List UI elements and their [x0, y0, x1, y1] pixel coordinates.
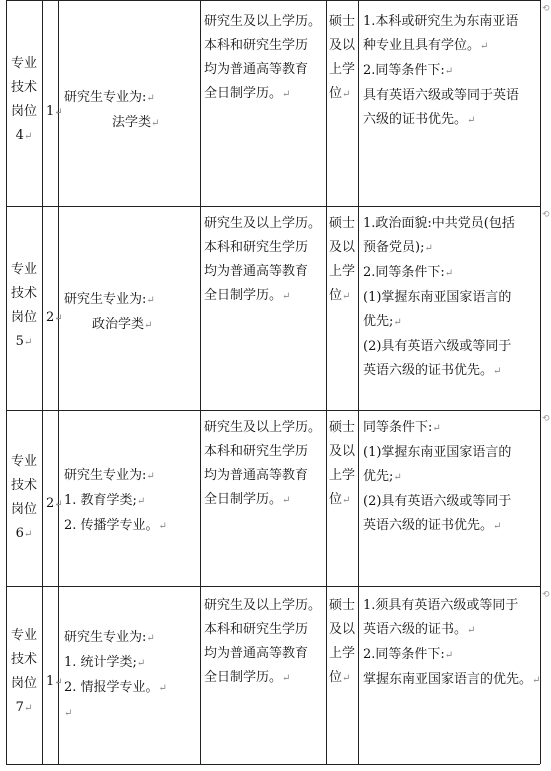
- post-count: 1↵: [46, 674, 63, 689]
- table-row: [6, 410, 540, 586]
- education-requirement: 研究生及以上学历。 本科和研究生学历 均为普通高等教育 全日制学历。↵: [204, 598, 322, 685]
- major-requirement: 研究生专业为:↵ 政治学类↵: [64, 292, 155, 332]
- post-name: 专业 技术 岗位 6↵: [10, 454, 37, 541]
- post-name: 专业 技术 岗位 5↵: [10, 262, 37, 349]
- table-row: [6, 206, 540, 410]
- table-border-bottom: [6, 764, 540, 765]
- other-conditions: 1.政治面貌:中共党员(包括 预备党员);↵ 2.同等条件下:↵ (1)掌握东南亚国家语言的 优先;↵ (2)具有英语六级或等同于 英语六级的证书优先。↵: [363, 216, 515, 378]
- other-conditions: 1.本科或研究生为东南亚语 种专业且具有学位。↵ 2.同等条件下:↵ 具有英语六级或等同于英语 六级的证书优先。↵: [363, 14, 520, 127]
- education-requirement: 研究生及以上学历。 本科和研究生学历 均为普通高等教育 全日制学历。↵: [204, 14, 322, 101]
- other-conditions: 同等条件下:↵ (1)掌握东南亚国家语言的 优先;↵ (2)具有英语六级或等同于 英语六级的证书优先。↵: [363, 420, 512, 533]
- education-requirement: 研究生及以上学历。 本科和研究生学历 均为普通高等教育 全日制学历。↵: [204, 420, 322, 507]
- post-count: 2↵: [46, 496, 63, 511]
- end-of-row-mark: ⟲: [542, 210, 550, 220]
- degree-requirement: 硕士 及以 上学 位↵: [329, 420, 356, 507]
- major-requirement: 研究生专业为:↵ 法学类↵: [64, 90, 160, 130]
- education-requirement: 研究生及以上学历。 本科和研究生学历 均为普通高等教育 全日制学历。↵: [204, 216, 322, 303]
- other-conditions: 1.须具有英语六级或等同于 英语六级的证书。↵ 2.同等条件下:↵ 掌握东南亚国家语言的优先。↵: [363, 598, 541, 687]
- post-name: 专业 技术 岗位 4↵: [10, 56, 37, 143]
- degree-requirement: 硕士 及以 上学 位↵: [329, 598, 356, 685]
- end-of-row-mark: ⟲: [542, 4, 550, 14]
- end-of-row-mark: ⟲: [542, 590, 550, 600]
- major-requirement: 研究生专业为:↵ 1. 教育学类;↵ 2. 传播学专业。↵: [64, 468, 167, 533]
- post-name: 专业 技术 岗位 7↵: [10, 628, 37, 715]
- major-requirement: 研究生专业为:↵ 1. 统计学类;↵ 2. 情报学专业。↵ ↵: [64, 630, 167, 719]
- degree-requirement: 硕士 及以 上学 位↵: [329, 14, 356, 101]
- end-of-row-mark: ⟲: [542, 414, 550, 424]
- post-count: 1↵: [46, 104, 63, 119]
- post-count: 2↵: [46, 310, 63, 325]
- table-row: [6, 0, 540, 206]
- table-row: [6, 586, 540, 764]
- degree-requirement: 硕士 及以 上学 位↵: [329, 216, 356, 303]
